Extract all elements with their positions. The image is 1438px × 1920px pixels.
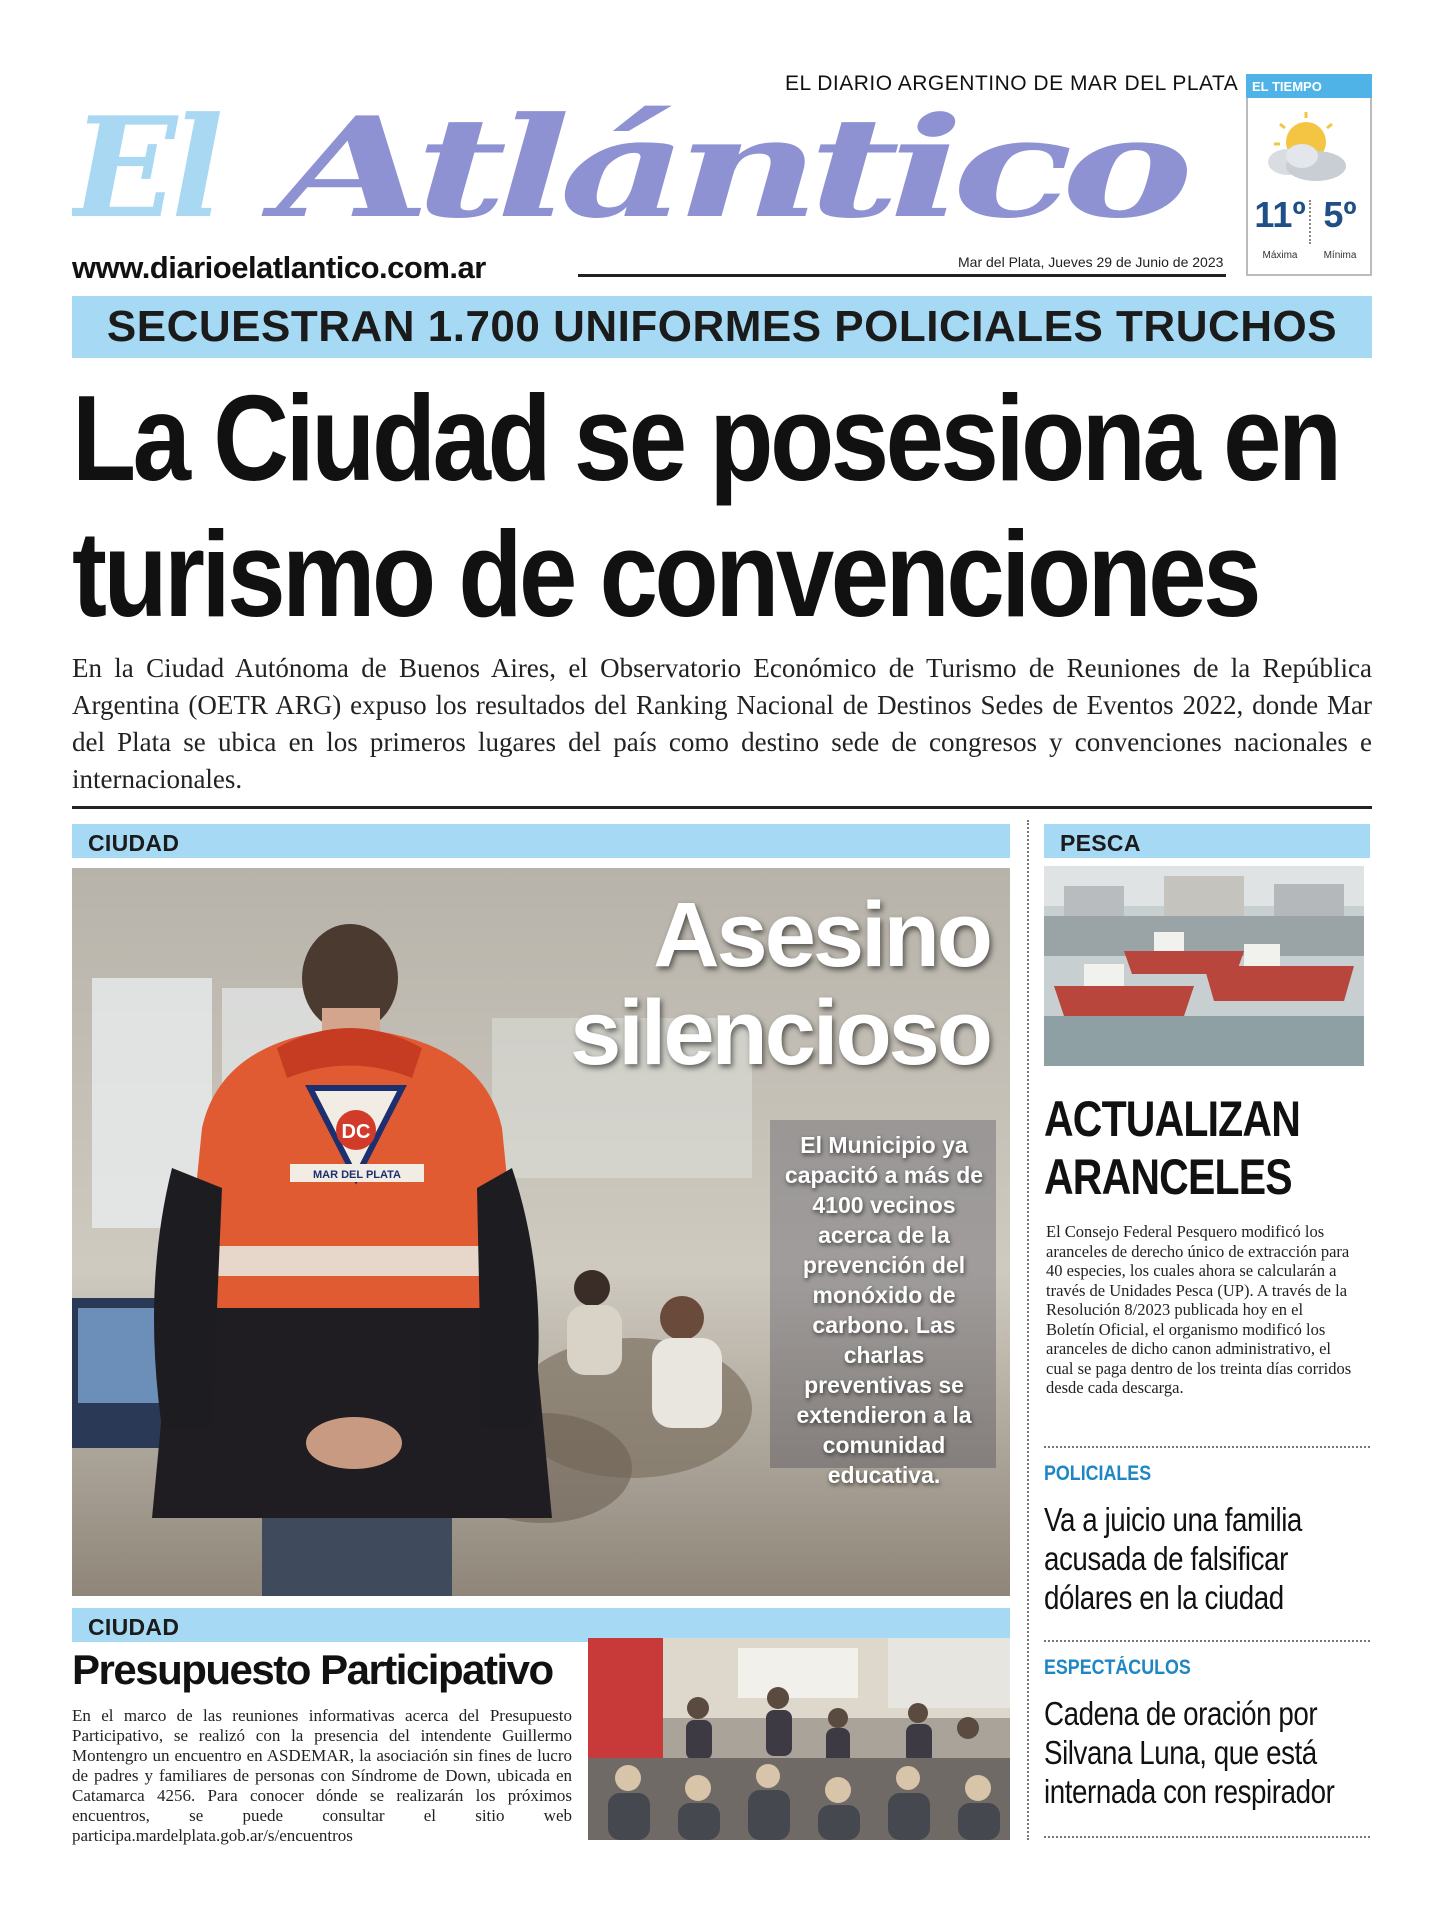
policiales-line-2: acusada de falsificar — [1044, 1540, 1288, 1577]
feature-title-line-2: silencioso — [570, 982, 990, 1084]
main-lede: En la Ciudad Autónoma de Buenos Aires, el Observatorio Económico de Turismo de Reuniones de la República Argentina (OETR ARG) expuso los resultados del Ranking Nacional de Destinos Sedes de Eventos 2022, donde Mar del Plata se ubica en los primeros lugares del país como destino sede de congresos y convenciones nacionales e internacionales. — [72, 653, 1372, 794]
logo-atlantico: Atlántico — [261, 96, 1188, 246]
espectaculos-line-3: internada con respirador — [1044, 1773, 1335, 1810]
story2-title[interactable]: Presupuesto Participativo — [72, 1646, 553, 1693]
section-label-ciudad[interactable]: CIUDAD — [72, 824, 1010, 858]
kicker-banner[interactable]: SECUESTRAN 1.700 UNIFORMES POLICIALES TRUCHOS — [72, 296, 1372, 358]
headline-line-1: La Ciudad se posesiona en — [72, 370, 1339, 506]
newspaper-logo[interactable] — [72, 96, 1222, 246]
masthead-tagline: EL DIARIO ARGENTINO DE MAR DEL PLATA — [785, 72, 1239, 95]
weather-box — [1246, 74, 1372, 276]
pesca-title-line-1: ACTUALIZAN — [1044, 1091, 1300, 1147]
section-label-pesca[interactable]: PESCA — [1044, 824, 1370, 858]
policiales-headline[interactable] — [1044, 1500, 1302, 1617]
headline-line-2: turismo de convenciones — [72, 506, 1259, 642]
espectaculos-line-2: Silvana Luna, que está — [1044, 1734, 1317, 1771]
section-divider — [72, 806, 1372, 809]
masthead-divider — [578, 274, 1226, 277]
espectaculos-headline[interactable] — [1044, 1694, 1334, 1811]
column-divider — [1027, 820, 1029, 1840]
sidebar-divider-1 — [1044, 1446, 1370, 1448]
section-label-ciudad-2[interactable]: CIUDAD — [72, 1608, 1010, 1642]
logo-el: El — [72, 96, 218, 246]
harbor-photo-illustration — [1044, 866, 1364, 1066]
main-headline[interactable] — [72, 370, 1339, 642]
badge-subtext: MAR DEL PLATA — [313, 1169, 401, 1181]
partly-cloudy-icon — [1258, 104, 1358, 194]
policiales-line-3: dólares en la ciudad — [1044, 1579, 1284, 1616]
section-label-espectaculos[interactable]: ESPECTÁCULOS — [1044, 1656, 1191, 1679]
pesca-title-line-2: ARANCELES — [1044, 1149, 1292, 1205]
badge-dc-text: DC — [341, 1121, 371, 1143]
pesca-title[interactable] — [1044, 1090, 1300, 1206]
policiales-line-1: Va a juicio una familia — [1044, 1501, 1302, 1538]
story2-photo[interactable] — [588, 1638, 1010, 1840]
espectaculos-line-1: Cadena de oración por — [1044, 1695, 1318, 1732]
section-label-policiales[interactable]: POLICIALES — [1044, 1462, 1152, 1485]
pesca-photo[interactable] — [1044, 866, 1364, 1066]
website-url[interactable]: www.diarioelatlantico.com.ar — [72, 250, 486, 285]
temp-min: 5º — [1323, 194, 1357, 235]
temp-min-label: Mínima — [1323, 250, 1357, 261]
sidebar-divider-2 — [1044, 1640, 1370, 1642]
feature-title[interactable] — [570, 886, 990, 1082]
sidebar-divider-3 — [1044, 1836, 1370, 1838]
pesca-body: El Consejo Federal Pesquero modificó los aranceles de derecho único de extracción para 40 especies, los cuales ahora se calcularán a través de Unidades Pesca (UP). A través de la Resolución 8/2023 publicada hoy en el Boletín Oficial, el organismo modificó los aranceles de dicho canon administrativo, el cual se paga dentro de los treinta días corridos desde cada descarga. — [1046, 1222, 1352, 1397]
temp-max: 11º — [1254, 194, 1306, 235]
story2-body: En el marco de las reuniones informativas acerca del Presupuesto Participativo, se realizó con la presencia del intendente Guillermo Montengro un encuentro en ASDEMAR, la asociación sin fines de lucro de padres y familiares de personas con Síndrome de Down, ubicada en Catamarca 4256. Para conocer dónde se realizarán los próximos encuentros, se puede consultar el sitio web participa.mardelplata.gob.ar/s/encuentros — [72, 1706, 572, 1845]
feature-caption: El Municipio ya capacitó a más de 4100 vecinos acerca de la prevención del monóxido de carbono. Las charlas preventivas se extendieron a la comunidad educativa. — [784, 1132, 984, 1488]
temp-max-label: Máxima — [1262, 250, 1298, 261]
weather-label: EL TIEMPO — [1246, 74, 1372, 98]
feature-title-line-1: Asesino — [653, 884, 990, 986]
meeting-photo-illustration — [588, 1638, 1010, 1840]
feature-photo[interactable] — [72, 868, 1010, 1596]
dateline: Mar del Plata, Jueves 29 de Junio de 2023 — [958, 254, 1224, 270]
